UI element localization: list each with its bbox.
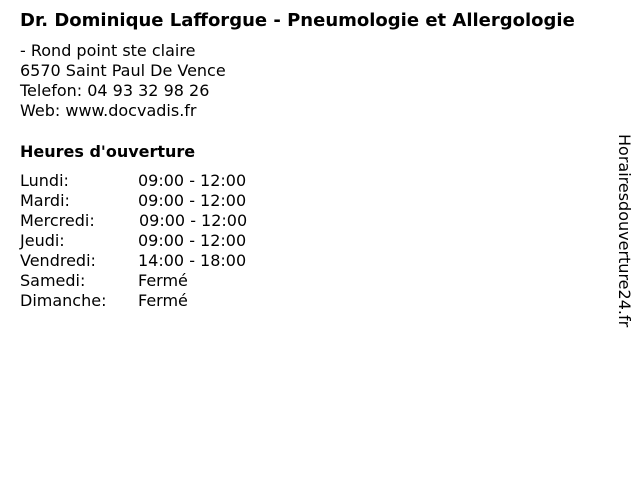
hours-row-sunday	[20, 291, 618, 311]
time-value: Fermé	[138, 291, 188, 310]
time-value: 09:00 - 12:00	[139, 211, 248, 230]
hours-row-friday	[20, 251, 618, 271]
website: Web: www.docvadis.fr	[20, 101, 197, 120]
day-label: Lundi:	[20, 171, 69, 190]
time-value: Fermé	[138, 271, 188, 290]
business-name: Dr. Dominique Lafforgue - Pneumologie et Allergologie	[20, 10, 575, 31]
hours-row-monday	[20, 171, 618, 191]
day-label: Vendredi:	[20, 251, 96, 270]
time-value: 14:00 - 18:00	[138, 251, 247, 270]
hours-row-wednesday	[20, 211, 618, 231]
day-label: Samedi:	[20, 271, 86, 290]
time-value: 09:00 - 12:00	[138, 231, 247, 250]
opening-hours-heading: Heures d'ouverture	[20, 142, 196, 161]
hours-row-thursday	[20, 231, 618, 251]
time-value: 09:00 - 12:00	[138, 171, 247, 190]
day-label: Mercredi:	[20, 211, 95, 230]
time-value: 09:00 - 12:00	[138, 191, 247, 210]
opening-hours-list	[20, 171, 618, 311]
city-address: 6570 Saint Paul De Vence	[20, 61, 226, 80]
watermark-text: Horairesdouverture24.fr	[615, 134, 634, 328]
business-card	[20, 10, 618, 311]
hours-row-saturday	[20, 271, 618, 291]
day-label: Dimanche:	[20, 291, 107, 310]
day-label: Mardi:	[20, 191, 70, 210]
day-label: Jeudi:	[20, 231, 65, 250]
site-watermark	[611, 134, 635, 346]
address-block	[20, 41, 618, 121]
phone-number: Telefon: 04 93 32 98 26	[20, 81, 210, 100]
hours-row-tuesday	[20, 191, 618, 211]
street-address: - Rond point ste claire	[20, 41, 196, 60]
